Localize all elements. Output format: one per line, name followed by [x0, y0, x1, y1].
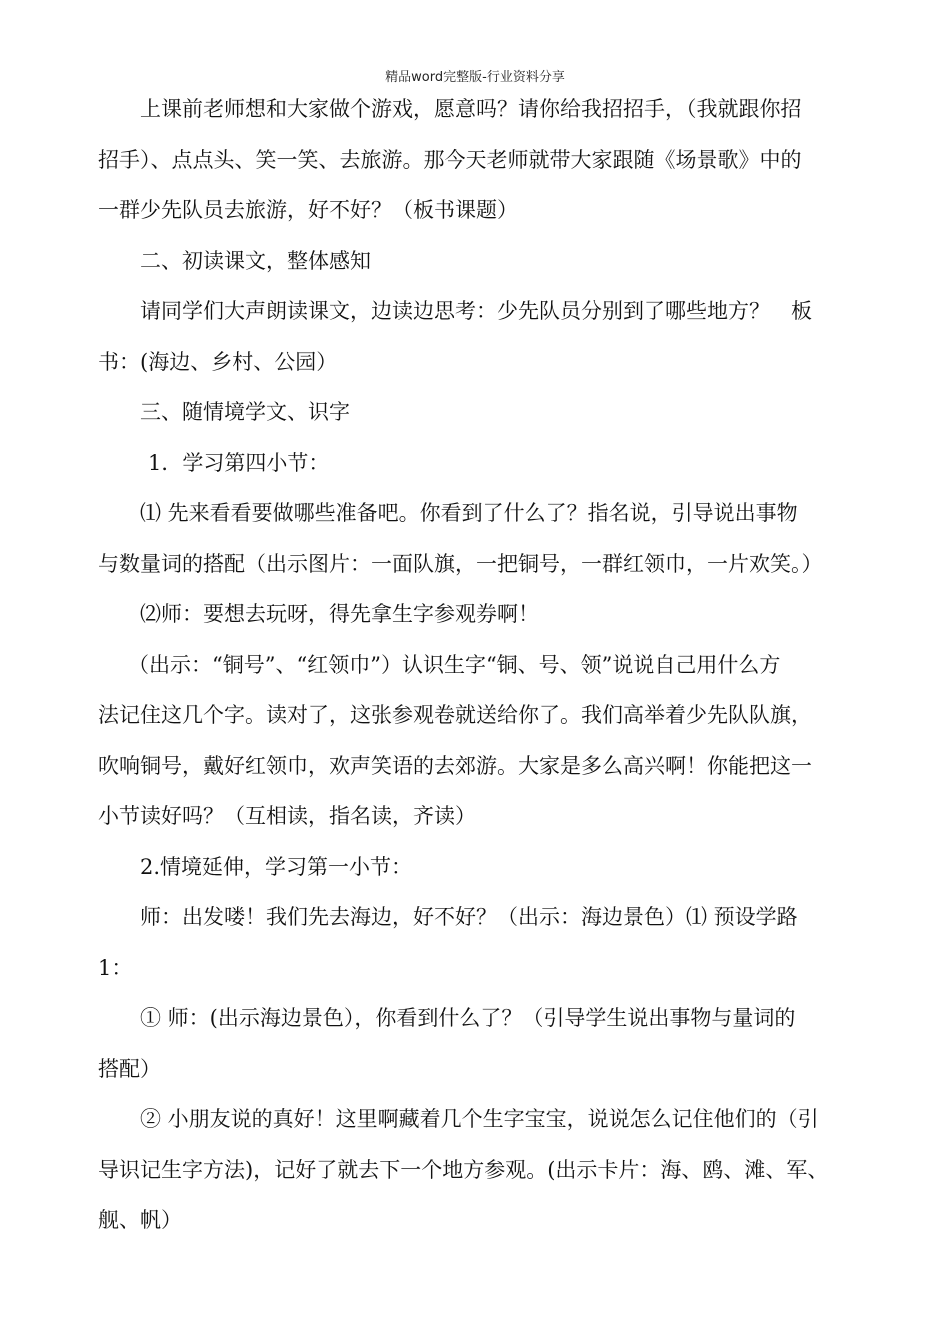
document-body [98, 84, 854, 1246]
page-header: 精品word完整版-行业资料分享 [385, 70, 565, 85]
text-line: ② 小朋友说的真好！这里啊藏着几个生字宝宝，说说怎么记住他们的（引 [140, 1107, 819, 1131]
section-heading-3 [98, 387, 854, 438]
text-line: 导识记生字方法)，记好了就去下一个地方参观。(出示卡片：海、鸥、滩、军、 [98, 1157, 829, 1182]
text-line: 舰、帆） [98, 1208, 182, 1232]
paragraph-seaside [98, 892, 854, 993]
text-line: （出示：“铜号”、“红领巾”）认识生字“铜、号、领”说说自己用什么方 [128, 652, 781, 677]
text-line: 书：(海边、乡村、公园） [98, 349, 338, 374]
text-line: 小节读好吗？（互相读，指名读，齐读） [98, 804, 476, 828]
paragraph-item-2 [98, 1094, 854, 1246]
text-line: 法记住这几个字。读对了，这张参观卷就送给你了。我们高举着少先队队旗， [98, 703, 812, 727]
text-line: ① 师：(出示海边景色），你看到什么了？（引导学生说出事物与量词的 [140, 1006, 796, 1030]
text-line: 一群少先队员去旅游，好不好？（板书课题） [98, 198, 518, 222]
text-line: 上课前老师想和大家做个游戏，愿意吗？请你给我招招手，（我就跟你招 [140, 97, 802, 121]
subsection-heading-1 [98, 438, 854, 489]
paragraph-reading [98, 286, 854, 387]
heading-text: 三、随情境学文、识字 [140, 400, 350, 424]
paragraph-step-1 [98, 488, 854, 589]
paragraph-step-2 [98, 589, 854, 640]
heading-text: 2.情境延伸，学习第一小节： [140, 854, 413, 879]
text-line: 师：出发喽！我们先去海边，好不好？（出示：海边景色）⑴ 预设学路 [140, 905, 798, 929]
heading-text: 二、初读课文，整体感知 [140, 248, 371, 273]
paragraph-item-1 [98, 993, 854, 1094]
section-heading-2 [98, 236, 854, 287]
text-line: 1： [98, 955, 133, 980]
heading-text: 1．学习第四小节： [148, 450, 330, 475]
subsection-heading-2 [98, 842, 854, 893]
text-line: 请同学们大声朗读课文，边读边思考：少先队员分别到了哪些地方？ 板 [140, 299, 812, 323]
paragraph-intro [98, 84, 854, 236]
text-line: 搭配） [98, 1056, 161, 1081]
text-line: 吹响铜号，戴好红领巾，欢声笑语的去郊游。大家是多么高兴啊！你能把这一 [98, 753, 812, 778]
text-line: ⑵师：要想去玩呀，得先拿生字参观券啊！ [140, 602, 539, 626]
text-line: 招手）、点点头、笑一笑、去旅游。那今天老师就带大家跟随《场景歌》中的 [98, 147, 802, 172]
text-line: ⑴ 先来看看要做哪些准备吧。你看到了什么了？指名说，引导说出事物 [140, 501, 798, 525]
text-line: 与数量词的搭配（出示图片：一面队旗，一把铜号，一群红领巾，一片欢笑。） [98, 551, 823, 576]
paragraph-show-cards [98, 640, 854, 842]
